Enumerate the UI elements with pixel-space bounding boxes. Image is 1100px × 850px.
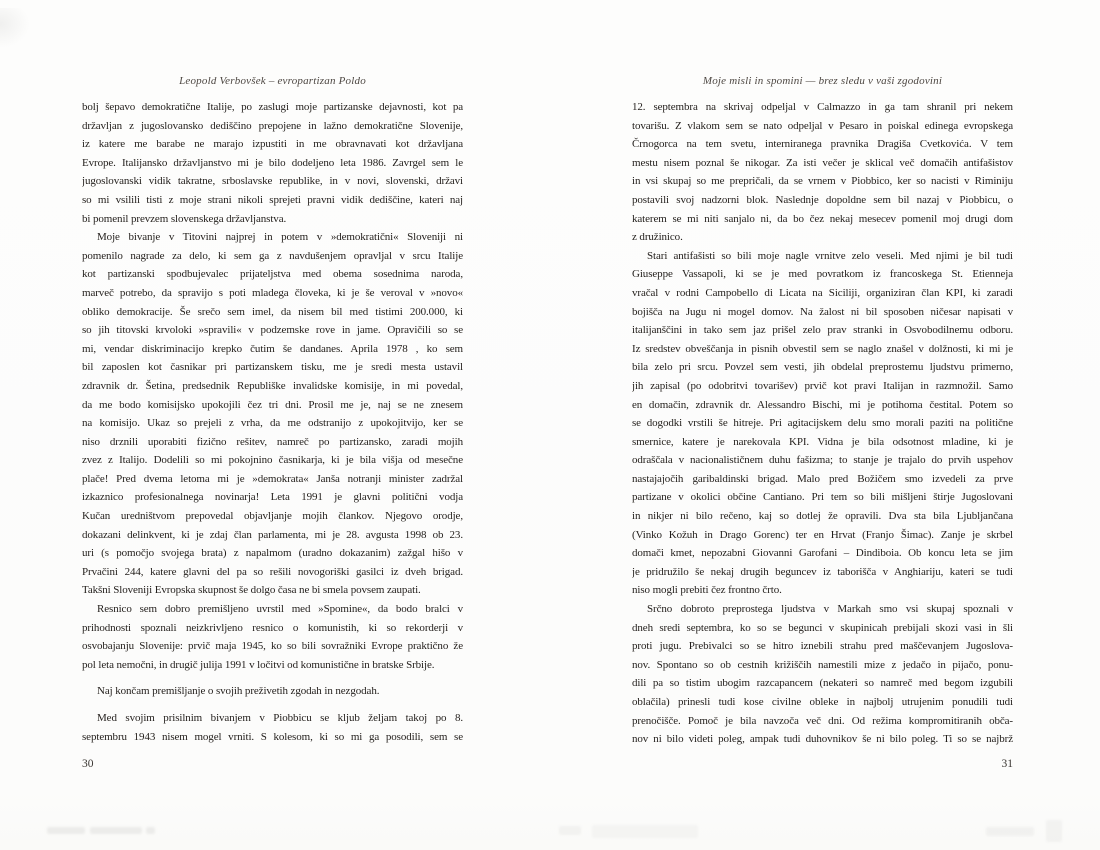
text-line: da me bodo komisijsko upokojili čez tri dni. Prosil me je, naj se ne znesem [82,398,463,411]
text-line: bil zaposlen kot časnikar pri partizanskem tisku, me je sredi mesta ustavil [82,361,463,374]
page-body-right [632,98,1013,749]
text-line: Resnico sem dobro premišljeno uvrstil med »Spomine«, da bodo bralci v [97,603,463,616]
text-line: iz katere me barabe ne marajo izpustiti in me obravnavati kot državljana [82,138,463,151]
text-line: postavili svoj nadzorni blok. Naslednje dopoldne sem bil nazaj v Piobbicu, o [632,193,1013,206]
text-line: so mi vsilili tisti z moje strani nikoli sprejeti pravni vidik dediščine, kateri naj [82,193,463,206]
text-line: in nikjer ni bilo rečeno, kaj so dotlej že opravili. Dva sta bila Ljubljančana [632,510,1013,523]
text-line: tovarišu. Z vlakom sem se nato odpeljal v Pesaro in poiskal edinega evropskega [632,119,1013,132]
text-line: nov. Spontano so ob cestnih križiščih namestili mize z jedačo in pijačo, ponu- [632,658,1013,671]
text-line: jih zapisal (po odobritvi tovarišev) prvič kot pravi Italijan in razmnožil. Samo [632,379,1013,392]
text-line: smernice, katere je narekovala KPI. Vidna je bila odsotnost mladine, ki je [632,435,1013,448]
paragraph [82,709,463,746]
text-line: Prvačini 244, katere glavni del pa so rešili novogoriški gasilci iz dveh brigad. [82,565,463,578]
text-line: Giuseppe Vassapoli, ki se je med povratkom iz francoskega St. Etienneja [632,268,1013,281]
paragraph [82,682,463,701]
text-line: marveč potrebo, da spravijo s poti mladega človeka, ki je še veroval v »novo« [82,286,463,299]
text-line: partizane v okolici občine Cantiano. Pri tem so bili mišljeni štirje Jugoslovani [632,491,1013,504]
text-line: odraščala v nacionalističnem duhu fašizma; to stanje je trajalo do prvih uspehov [632,454,1013,467]
text-line: septembru 1943 nisem mogel vrniti. S kolesom, ki so mi ga posodili, sem se [82,730,463,743]
text-line: 12. septembra na skrivaj odpeljal v Calmazzo in ga tam shranil pri nekem [632,101,1013,113]
text-line: zdravnik dr. Šetina, predsednik Republiške invalidske komisije, in mi povedal, [82,379,463,392]
page-number-left: 30 [82,758,94,770]
text-line: bila zelo pri srcu. Povzel sem vesti, jih obdelal preprostemu ljudstvu primerno, [632,361,1013,374]
text-line: Iz sredstev obveščanja in pisnih obvestil sem se naglo znašel v dolžnosti, ki mi je [632,342,1013,355]
text-line: italijanščini in tako sem jaz prišel zelo prav stranki in Osvobodilnemu odboru. [632,324,1013,337]
text-line: so jih titovski krvoloki »spravili« v podzemske rove in jame. Opravičili so se [82,324,463,337]
text-line: bojišča na Jugu ni mogel domov. Na žalost ni bil sposoben ničesar napisati v [632,305,1013,318]
text-line: izkaznico profesionalnega novinarja! Leta 1991 je glavni politični vodja [82,491,463,504]
text-line: Srčno dobroto preprostega ljudstva v Markah smo vsi skupaj spoznali v [647,603,1013,616]
text-line: uri (s pomočjo svojega brata) z napalmom (uradno dokazanim) zažgal hišo v [82,547,463,560]
text-line: prihodnosti spoznali neizkrivljeno resnico o komunistih, ki so rekorderji v [82,621,463,634]
text-line: katerem se mi niti sanjalo ni, da bo čez nekaj mesecev pomenil moj drugi dom [632,212,1013,225]
text-line: Takšni Sloveniji Evropska skupnost še dolgo časa ne bi smela povsem zaupati. [82,584,421,597]
page-number-right: 31 [1001,758,1013,770]
text-line: obliko demokracije. Še srečo sem imel, da nisem bil med tistimi 200.000, ki [82,305,463,318]
text-line: (Vinko Kožuh in Drago Gorenc) ter en Hrvat (Franjo Šimac). Zanje je skrbel [632,528,1013,541]
text-line: zvez z Italijo. Dodelili so mi pokojnino časnikarja, ki je bila višja od mesečne [82,454,463,467]
text-line: jugoslovanski vidik takratne, srboslavske republike, in v novi, slovenski, državi [82,175,463,188]
paragraph [632,600,1013,749]
text-line: plače! Pred dvema letoma mi je »demokrata« Janša notranji minister zadržal [82,472,463,485]
text-line: nastajajočih garibaldinski brigad. Malo pred Božičem smo izvedeli za prve [632,472,1013,485]
text-line: dili pa so tistim ubogim razcapancem (nekateri so namreč med begom izgubili [632,677,1013,690]
text-line: Kučan uredništvom prepovedal objavljanje mojih člankov. Njegovo orodje, [82,510,463,523]
text-line: proti jugu. Prebivalci so se hitro iznebili strahu pred maščevanjem Jugoslova- [632,640,1013,653]
text-line: bi pomenil prevzem slovenskega državljanstva. [82,212,287,225]
paragraph [82,600,463,674]
text-line: osvobajanju Slovenije: prvič maja 1945, ko so bili sovražniki Evrope praktično že [82,640,463,653]
text-line: kot partizanski spodbujevalec prijateljstva med obema sosednima naroda, [82,268,463,281]
paragraph [632,247,1013,600]
text-line: prenočišče. Pomoč je bila navzoča več dni. Od režima kompromitiranih obča- [632,714,1013,727]
page-right [550,0,1100,850]
text-line: in vsi skupaj so me prepričali, da se vrnem v Piobbico, ker so nacisti v Riminiju [632,175,1013,188]
text-line: niso drznili uporabiti fizično rešitev, namreč po partizansko, zaradi mojih [82,435,463,448]
text-line: en domačin, zdravnik dr. Alessandro Bischi, mi je potihoma čestital. Potem so [632,398,1013,411]
paragraph [82,228,463,600]
text-line: domači kmet, nepozabni Giovanni Garofani – Dindiboia. Ob koncu leta se jim [632,547,1013,560]
text-line: dokazani delinkvent, ki je zdaj član parlamenta, mi je 28. avgusta 1998 ob 23. [82,528,463,541]
text-line: mi, vendar diskriminacijo krepko čutim še dandanes. Aprila 1978 , ko sem [82,342,463,355]
text-line: bolj šepavo demokratične Italije, po zaslugi moje partizanske dejavnosti, kot pa [82,101,463,113]
running-header-left: Leopold Verbovšek – evropartizan Poldo [179,75,366,87]
paragraph [82,98,463,228]
text-line: državljan z jugoslovansko dediščino prepojene in lažno demokratične Slovenije, [82,119,463,132]
text-line: dneh sredi septembra, ko so se begunci v skupinicah prebijali skozi vasi in šli [632,621,1013,634]
text-line: oblačila) prinesli tudi kose civilne obleke in najbolj utrujenim ponudili tudi [632,696,1013,708]
text-line: se dogodki vrstili še hitreje. Pri agitacijskem delu smo morali paziti na politične [632,417,1013,430]
text-line: Evrope. Italijansko državljanstvo mi je bilo dodeljeno leta 1986. Zavrgel sem le [82,156,463,169]
text-line: z družinico. [632,231,683,244]
text-line: nov ni bilo videti poleg, ampak tudi duhovnikov še ni bilo poleg. Ti so se najbrž [632,733,1013,746]
text-line: niso mogli prebiti čez frontno črto. [632,584,782,597]
text-line: Med svojim prisilnim bivanjem v Piobbicu se kljub željam takoj po 8. [97,712,463,724]
text-line: je pridružilo še nekaj drugih beguncev iz taborišča v Anghiariju, kateri se tudi [632,565,1013,578]
text-line: pomenilo nagrade za delo, ki sem ga z navdušenjem opravljal v srcu Italije [82,249,463,262]
running-header-right: Moje misli in spomini — brez sledu v vaši zgodovini [702,75,943,87]
page-body-left [82,98,463,746]
text-line: Naj končam premišljanje o svojih preživetih zgodah in nezgodah. [97,685,380,698]
text-line: na komisijo. Ukaz so prejeli z vrha, da me odstranijo z upokojitvijo, ker se [82,417,463,430]
text-line: Moje bivanje v Titovini najprej in potem v »demokratični« Sloveniji ni [97,231,463,244]
text-line: mestu nisem poznal še nikogar. Za isti večer je sklical več domačih antifašistov [632,156,1013,169]
text-line: vračal v rodni Campobello di Licata na Siciliji, organiziran član KPI, ki zaradi [632,286,1013,299]
text-line: pol leta nemočni, in drugič julija 1991 v ločitvi od komunistične in bratske Srbije. [82,658,435,671]
paragraph [632,98,1013,247]
text-line: Črnogorca na tem svetu, interniranega pravnika Dragiša Cvetkovića. V tem [632,138,1013,151]
text-line: Stari antifašisti so bili moje nagle vrnitve zelo veseli. Med njimi je bil tudi [647,249,1013,262]
